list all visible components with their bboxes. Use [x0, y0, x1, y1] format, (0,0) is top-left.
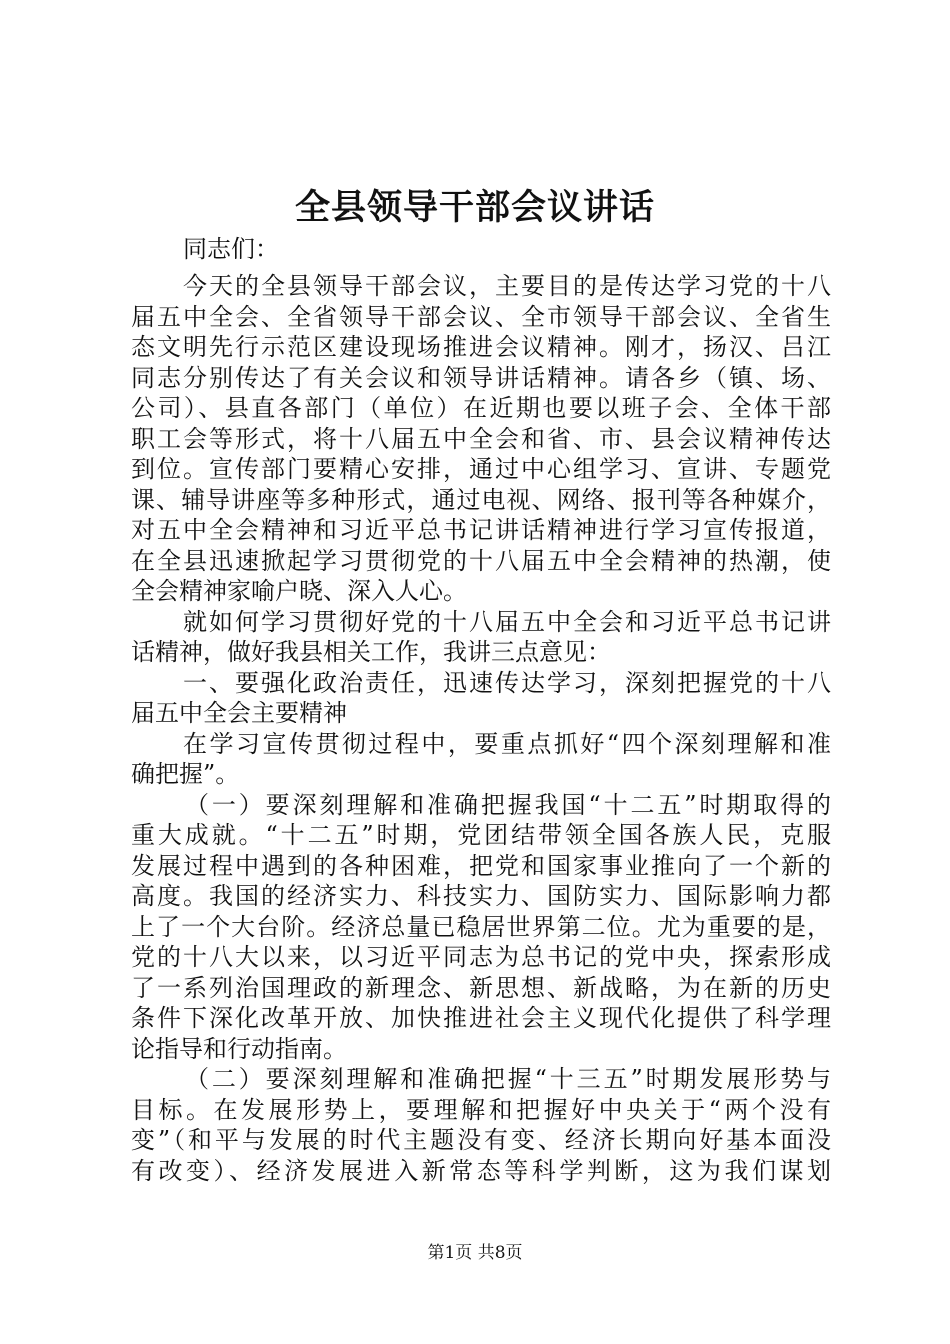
text-line: 重大成就。“十二五”时期，党团结带领全国各族人民，克服	[131, 821, 831, 849]
text-line: 届五中全会、全省领导干部会议、全市领导干部会议、全省生	[131, 303, 831, 331]
text-line: 在学习宣传贯彻过程中，要重点抓好“四个深刻理解和准	[183, 730, 831, 758]
text-line: 态文明先行示范区建设现场推进会议精神。刚才，扬汉、吕江	[131, 333, 831, 361]
section-heading: 届五中全会主要精神	[131, 699, 347, 727]
text-line: 条件下深化改革开放、加快推进社会主义现代化提供了科学理	[131, 1004, 831, 1032]
text-line: （二）要深刻理解和准确把握“十三五”时期发展形势与	[185, 1065, 831, 1093]
text-line: 公司）、县直各部门（单位）在近期也要以班子会、全体干部	[131, 394, 831, 422]
page-footer: 第1页 共8页	[427, 1243, 523, 1263]
text-line: 就如何学习贯彻好党的十八届五中全会和习近平总书记讲	[183, 608, 831, 636]
text-line: 党的十八大以来，以习近平同志为总书记的党中央，探索形成	[131, 943, 831, 971]
text-line: 发展过程中遇到的各种困难，把党和国家事业推向了一个新的	[131, 852, 831, 880]
text-line: 论指导和行动指南。	[131, 1035, 347, 1063]
text-line: 同志分别传达了有关会议和领导讲话精神。请各乡（镇、场、	[131, 364, 831, 392]
text-line: 对五中全会精神和习近平总书记讲话精神进行学习宣传报道，	[131, 516, 831, 544]
text-line: 职工会等形式，将十八届五中全会和省、市、县会议精神传达	[131, 425, 831, 453]
text-line: 确把握”。	[131, 760, 240, 788]
text-line: 有改变）、经济发展进入新常态等科学判断，这为我们谋划	[131, 1157, 831, 1185]
text-line: 课、辅导讲座等多种形式，通过电视、网络、报刊等各种媒介，	[131, 486, 831, 514]
greeting: 同志们：	[183, 235, 279, 263]
text-line: 话精神，做好我县相关工作，我讲三点意见：	[131, 638, 611, 666]
text-line: 全会精神家喻户晓、深入人心。	[131, 577, 467, 605]
text-line: 在全县迅速掀起学习贯彻党的十八届五中全会精神的热潮，使	[131, 547, 831, 575]
text-line: 变”（和平与发展的时代主题没有变、经济长期向好基本面没	[131, 1126, 831, 1154]
text-line: 目标。在发展形势上，要理解和把握好中央关于“两个没有	[131, 1096, 831, 1124]
text-line: 上了一个大台阶。经济总量已稳居世界第二位。尤为重要的是，	[131, 913, 831, 941]
text-line: 到位。宣传部门要精心安排，通过中心组学习、宣讲、专题党	[131, 455, 831, 483]
page-title: 全县领导干部会议讲话	[294, 187, 655, 228]
text-line: 了一系列治国理政的新理念、新思想、新战略，为在新的历史	[131, 974, 831, 1002]
text-line: 今天的全县领导干部会议，主要目的是传达学习党的十八	[183, 272, 831, 300]
section-heading: 一、要强化政治责任，迅速传达学习，深刻把握党的十八	[183, 669, 831, 697]
text-line: 高度。我国的经济实力、科技实力、国防实力、国际影响力都	[131, 882, 831, 910]
text-line: （一）要深刻理解和准确把握我国“十二五”时期取得的	[185, 791, 831, 819]
